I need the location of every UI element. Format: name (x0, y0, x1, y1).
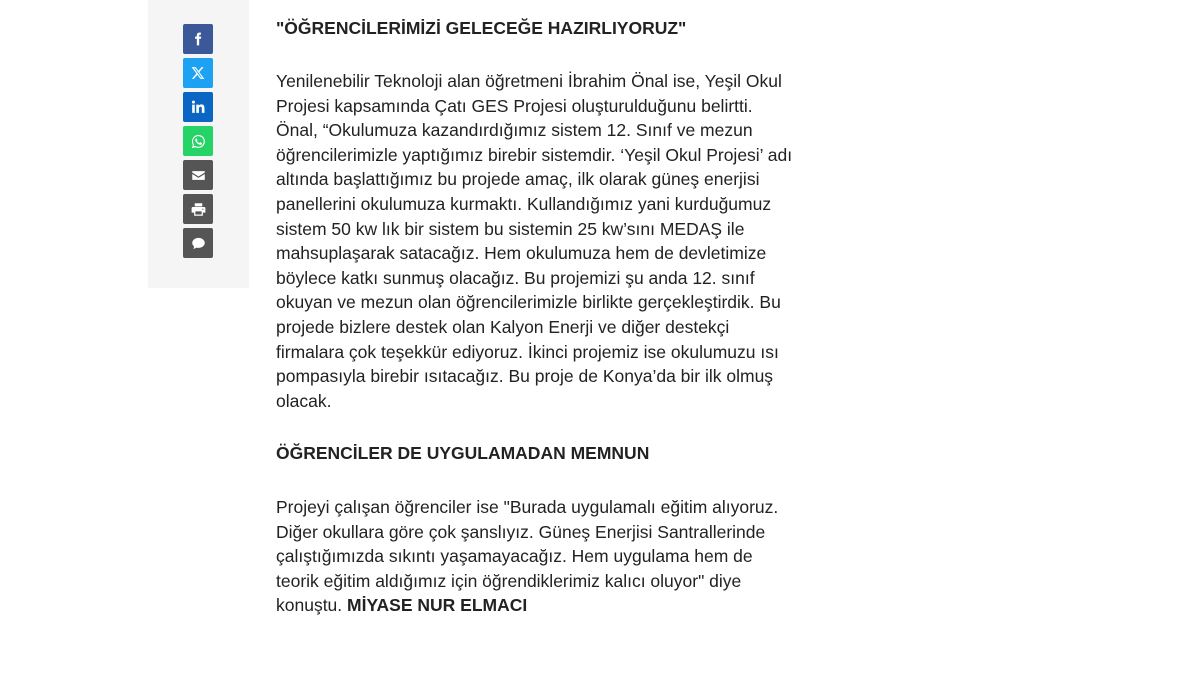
closing-text: Projeyi çalışan öğrenciler ise "Burada uygulamalı eğitim alıyoruz. Diğer okullara göre çok şanslıyız. Güneş Enerjisi Santrallerinde çalıştığımızda sıkıntı yaşamayacağız. Hem uygulama hem de teorik eğitim aldığımız için öğrendiklerimiz kalıcı oluyor" diye konuştu. (276, 497, 779, 616)
section-heading-future: "ÖĞRENCİLERİMİZİ GELECEĞE HAZIRLIYORUZ" (276, 18, 687, 38)
x-share-button[interactable] (183, 58, 213, 88)
author-name: MİYASE NUR ELMACI (347, 595, 528, 616)
linkedin-share-button[interactable] (183, 92, 213, 122)
email-share-button[interactable] (183, 160, 213, 190)
whatsapp-share-button[interactable] (183, 126, 213, 156)
comment-button[interactable] (183, 228, 213, 258)
whatsapp-icon (191, 134, 206, 149)
article-paragraph: Yenilenebilir Teknoloji alan öğretmeni İbrahim Önal ise, Yeşil Okul Projesi kapsamında Çatı GES Projesi oluşturulduğunu belirtti. Önal, “Okulumuza kazandırdığımız sistem 12. Sınıf ve mezun öğrencilerimizle yaptığımız birebir sistemdir. ‘Yeşil Okul Projesi’ adı altında başlattığımız bu projede amaç, ilk olarak güneş enerjisi panellerini okulumuza kurmaktı. Kullandığımız yani kurduğumuz sistem 50 kw lık bir sistem bu sistemin 25 kw’sını MEDAŞ ile mahsuplaşarak satacağız. Hem okulumuza hem de devletimize böylece katkı sunmuş olacağız. Bu projemizi şu anda 12. sınıf okuyan ve mezun olan öğrencilerimizle birlikte gerçekleştirdik. Bu projede bizlere destek olan Kalyon Enerji ve diğer destekçi firmalara çok teşekkür ediyoruz. İkinci projemiz ise okulumuzu ısı pompasıyla birebir ısıtacağız. Bu proje de Konya’da bir ilk olmuş olacak. (276, 71, 793, 411)
print-button[interactable] (183, 194, 213, 224)
share-sidebar (148, 0, 249, 288)
article-paragraph-closing (276, 495, 796, 618)
envelope-icon (191, 168, 206, 183)
linkedin-icon (191, 100, 205, 114)
facebook-share-button[interactable] (183, 24, 213, 54)
facebook-icon (191, 32, 205, 46)
printer-icon (191, 202, 206, 217)
x-icon (191, 66, 205, 80)
section-heading-students: ÖĞRENCİLER DE UYGULAMADAN MEMNUN (276, 443, 650, 463)
comment-icon (191, 236, 206, 251)
